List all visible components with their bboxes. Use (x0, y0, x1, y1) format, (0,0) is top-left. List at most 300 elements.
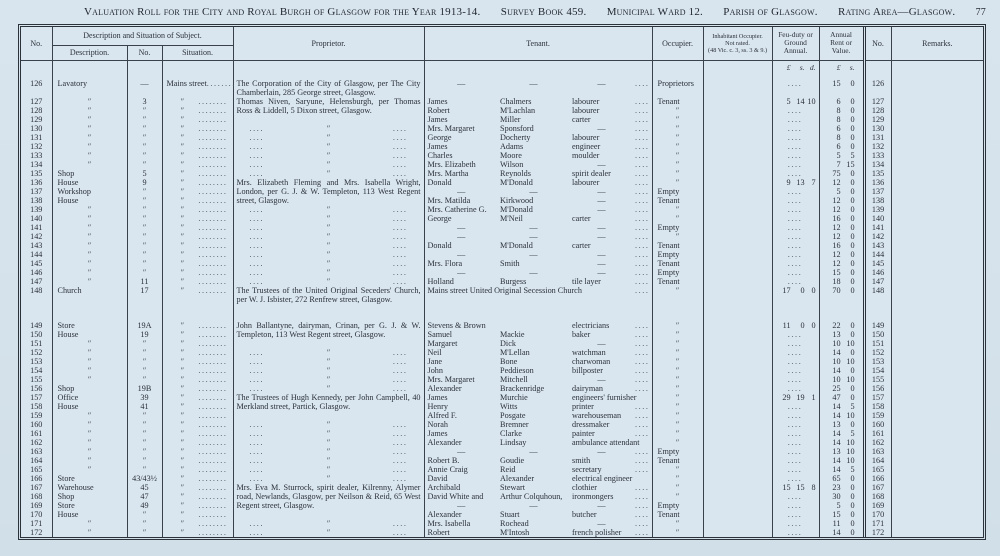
cell-tenant-forename: Mrs. Isabella (424, 519, 497, 528)
cell-situation: ″ .... .... (162, 286, 233, 313)
cell-feu-duty: .... (772, 429, 819, 438)
cell-feu-duty: .... (772, 160, 819, 169)
cell-annual-rent: 47 0 (819, 393, 864, 402)
cell-description: ″ (52, 160, 127, 169)
cell-no-left: 152 (30, 347, 43, 357)
cell-situation: ″ .... .... (162, 133, 233, 142)
cell-annual-rent: 14 10 (819, 456, 864, 465)
cell-tenant-occupation: spirit dealer (572, 168, 611, 178)
cell-tenant-occupation: labourer (572, 105, 600, 115)
cell-no-left: 161 (30, 428, 43, 438)
col-no-right: No. (864, 27, 891, 60)
cell-tenant-surname: Moore (500, 150, 522, 160)
spacer-cell (52, 313, 127, 321)
cell-remarks (891, 250, 983, 259)
cell-no-left: 134 (30, 159, 43, 169)
cell-tenant-forename: — (424, 79, 497, 97)
cell-tenant-occupation: charwoman (572, 356, 611, 366)
cell-no-right: 130 (864, 124, 891, 133)
cell-number: ″ (127, 375, 162, 384)
survey-book-label: Survey Book 459. (500, 6, 587, 18)
cell-situation: ″ .... .... (162, 169, 233, 178)
cell-tenant-dots: .... (634, 177, 650, 187)
cell-tenant-surname: Murchie (500, 392, 528, 402)
cell-situation: ″ .... .... (162, 259, 233, 268)
cell-no-left: 132 (30, 141, 43, 151)
cell-no-right: 133 (864, 151, 891, 160)
cell-remarks (891, 330, 983, 339)
cell-annual-rent: 23 0 (819, 483, 864, 492)
money-feu-header: £ s. d. (772, 60, 819, 74)
spacer-cell (891, 313, 983, 321)
cell-no-left: 159 (30, 410, 43, 420)
cell-remarks (891, 429, 983, 438)
spacer-cell (652, 313, 703, 321)
cell-no-right: 171 (864, 519, 891, 528)
cell-inhabitant-occupier (703, 348, 772, 357)
cell-number: 19B (127, 384, 162, 393)
cell-description: ″ (52, 411, 127, 420)
cell-remarks (891, 124, 983, 133)
cell-inhabitant-occupier (703, 456, 772, 465)
cell-number: ″ (127, 106, 162, 115)
cell-number: ″ (127, 223, 162, 232)
cell-tenant-dots: .... (634, 338, 650, 348)
roll-table-body (21, 60, 983, 537)
cell-description: ″ (52, 519, 127, 528)
cell-no-left: 131 (30, 132, 43, 142)
cell-no-right: 127 (864, 97, 891, 106)
cell-tenant-surname: — (529, 267, 538, 277)
cell-no-right: 169 (864, 501, 891, 510)
cell-tenant-surname: Reynolds (500, 168, 531, 178)
cell-feu-duty: .... (772, 465, 819, 474)
cell-inhabitant-occupier (703, 268, 772, 277)
cell-tenant-surname: M'Lellan (500, 347, 530, 357)
cell-tenant-surname: Smith (500, 258, 520, 268)
cell-no-left: 157 (30, 392, 43, 402)
cell-proprietor: Mrs. Eva M. Sturrock, spirit dealer, Kilrenny, Alymer road, Newlands, Glasgow, per Neilson & Reid, 65 West Regent street, Glasgow. (233, 483, 424, 519)
cell-tenant-surname: — (529, 231, 538, 241)
cell-tenant-occupation: moulder (572, 150, 600, 160)
cell-inhabitant-occupier (703, 79, 772, 97)
cell-annual-rent: 11 0 (819, 519, 864, 528)
money-row-cell (424, 60, 497, 74)
cell-situation: ″ .... .... (162, 124, 233, 133)
cell-feu-duty: .... (772, 501, 819, 510)
cell-tenant-occupation: engineers' furnisher (572, 392, 637, 402)
cell-proprietor: Mrs. Elizabeth Fleming and Mrs. Isabella Wright, London, per G. J. & W. Templeton, 113 West Regent street, Glasgow. (233, 178, 424, 205)
cell-inhabitant-occupier (703, 160, 772, 169)
money-row-cell (162, 60, 233, 74)
cell-inhabitant-occupier (703, 124, 772, 133)
cell-tenant-occupation: — (597, 338, 606, 348)
cell-inhabitant-occupier (703, 241, 772, 250)
cell-tenant-surname: M'Donald (500, 177, 533, 187)
cell-description: ″ (52, 232, 127, 241)
spacer-cell (569, 313, 633, 321)
cell-no-left: 156 (30, 383, 43, 393)
cell-tenant-forename: Charles (424, 151, 497, 160)
cell-no-left: 164 (30, 455, 43, 465)
cell-no-left: 141 (30, 222, 43, 232)
col-description: Description. (52, 45, 127, 60)
cell-no-right: 168 (864, 492, 891, 501)
cell-tenant-dots: .... (634, 518, 650, 528)
cell-remarks (891, 474, 983, 483)
cell-feu-duty: 17 0 0 (772, 286, 819, 313)
cell-remarks (891, 187, 983, 196)
cell-occupier: ″ (652, 169, 703, 178)
cell-tenant-dots: .... (634, 509, 650, 519)
cell-number: ″ (127, 214, 162, 223)
cell-tenant-dots: .... (634, 267, 650, 277)
cell-annual-rent: 22 0 (819, 321, 864, 330)
cell-tenant-dots: .... (634, 213, 650, 223)
cell-situation: ″ .... .... (162, 420, 233, 429)
cell-no-right: 128 (864, 106, 891, 115)
cell-remarks (891, 438, 983, 447)
cell-tenant-forename: David (424, 474, 497, 483)
cell-no-right: 147 (864, 277, 891, 286)
cell-annual-rent: 14 5 (819, 402, 864, 411)
cell-proprietor: The Trustees of Hugh Kennedy, per John Campbell, 40 Merkland street, Partick, Glasgow. (233, 393, 424, 420)
cell-proprietor-ditto: .... ″ .... (233, 232, 424, 241)
cell-tenant-dots: .... (634, 78, 650, 88)
cell-tenant-surname (497, 321, 569, 330)
cell-inhabitant-occupier (703, 223, 772, 232)
cell-tenant-forename: James (424, 429, 497, 438)
cell-remarks (891, 501, 983, 510)
cell-number: ″ (127, 357, 162, 366)
cell-occupier: ″ (652, 492, 703, 501)
money-rent-header: £ s. (819, 60, 864, 74)
cell-description: Church (52, 286, 127, 313)
cell-proprietor: John Ballantyne, dairyman, Crinan, per G. J. & W. Templeton, 113 West Regent street, Glasgow. (233, 321, 424, 348)
cell-situation: ″ .... .... (162, 483, 233, 492)
cell-occupier: ″ (652, 321, 703, 330)
cell-occupier: Empty (652, 447, 703, 456)
cell-tenant-dots: .... (634, 114, 650, 124)
cell-occupier: ″ (652, 429, 703, 438)
cell-feu-duty: .... (772, 384, 819, 393)
cell-tenant-dots (633, 474, 652, 483)
cell-description: Warehouse (52, 483, 127, 492)
cell-description: Store (52, 474, 127, 483)
cell-remarks (891, 277, 983, 286)
cell-tenant-dots: .... (634, 500, 650, 510)
cell-inhabitant-occupier (703, 277, 772, 286)
cell-tenant-forename: Mrs. Margaret (424, 375, 497, 384)
cell-number: 45 (127, 483, 162, 492)
cell-description: ″ (52, 259, 127, 268)
cell-no-right: 136 (864, 178, 891, 187)
spacer-cell (497, 313, 569, 321)
cell-tenant-occupation: — (597, 195, 606, 205)
spacer-cell (633, 313, 652, 321)
cell-tenant-forename: Neil (424, 348, 497, 357)
cell-number: ″ (127, 420, 162, 429)
cell-feu-duty: .... (772, 196, 819, 205)
cell-feu-duty: .... (772, 528, 819, 537)
cell-description: ″ (52, 447, 127, 456)
cell-no-left: 133 (30, 150, 43, 160)
cell-proprietor-ditto: .... ″ .... (233, 277, 424, 286)
cell-situation: ″ .... .... (162, 465, 233, 474)
cell-tenant-forename: James (424, 142, 497, 151)
cell-occupier: ″ (652, 384, 703, 393)
cell-tenant-surname: Dick (500, 338, 516, 348)
col-annual-rent: Annual Rent or Value. (819, 27, 864, 60)
cell-remarks (891, 214, 983, 223)
cell-remarks (891, 286, 983, 313)
cell-tenant-surname: M'Donald (500, 204, 533, 214)
cell-tenant-dots: .... (634, 150, 650, 160)
cell-annual-rent: 8 0 (819, 106, 864, 115)
cell-feu-duty: .... (772, 411, 819, 420)
cell-annual-rent: 7 15 (819, 160, 864, 169)
cell-tenant-surname: Stuart (500, 509, 520, 519)
col-proprietor: Proprietor. (233, 27, 424, 60)
cell-tenant-occupation: billposter (572, 365, 603, 375)
cell-tenant-dots: .... (634, 374, 650, 384)
cell-number: ″ (127, 447, 162, 456)
cell-description: ″ (52, 268, 127, 277)
cell-proprietor-ditto: .... ″ .... (233, 205, 424, 214)
cell-occupier: ″ (652, 214, 703, 223)
cell-feu-duty: .... (772, 330, 819, 339)
cell-tenant-occupation: ironmongers (572, 491, 614, 501)
money-row-cell (633, 60, 652, 74)
cell-no-right: 142 (864, 232, 891, 241)
cell-no-right: 164 (864, 456, 891, 465)
cell-no-right: 151 (864, 339, 891, 348)
cell-feu-duty: 29 19 1 (772, 393, 819, 402)
cell-situation: ″ .... .... (162, 250, 233, 259)
cell-no-left: 172 (30, 527, 43, 537)
cell-tenant-surname: Reid (500, 464, 516, 474)
cell-no-left: 144 (30, 249, 43, 259)
cell-number: ″ (127, 205, 162, 214)
cell-description: ″ (52, 528, 127, 537)
cell-proprietor-ditto: .... ″ .... (233, 438, 424, 447)
cell-proprietor-ditto: .... ″ .... (233, 447, 424, 456)
cell-tenant-surname: Lindsay (500, 437, 527, 447)
cell-number: 3 (127, 97, 162, 106)
cell-tenant-forename: Mrs. Margaret (424, 124, 497, 133)
cell-feu-duty: .... (772, 510, 819, 519)
cell-feu-duty: .... (772, 241, 819, 250)
cell-inhabitant-occupier (703, 330, 772, 339)
cell-no-left: 129 (30, 114, 43, 124)
cell-tenant-occupation: french polisher (572, 527, 622, 537)
cell-description: ″ (52, 277, 127, 286)
cell-no-right: 167 (864, 483, 891, 492)
cell-feu-duty: .... (772, 348, 819, 357)
cell-feu-duty: .... (772, 268, 819, 277)
cell-annual-rent: 14 0 (819, 348, 864, 357)
cell-tenant-dots: .... (634, 491, 650, 501)
cell-occupier: ″ (652, 178, 703, 187)
cell-occupier: ″ (652, 393, 703, 402)
cell-number: ″ (127, 160, 162, 169)
cell-number: 39 (127, 393, 162, 402)
cell-no-left: 150 (30, 329, 43, 339)
cell-annual-rent: 5 0 (819, 501, 864, 510)
cell-tenant-dots: .... (634, 482, 650, 492)
cell-annual-rent: 15 0 (819, 79, 864, 97)
cell-tenant-forename: Holland (424, 277, 497, 286)
cell-no-right: 148 (864, 286, 891, 313)
cell-tenant-surname: Mackie (500, 329, 525, 339)
cell-annual-rent: 12 0 (819, 196, 864, 205)
cell-remarks (891, 411, 983, 420)
cell-situation: ″ .... .... (162, 474, 233, 483)
cell-tenant-occupation: — (597, 518, 606, 528)
cell-annual-rent: 5 0 (819, 187, 864, 196)
cell-remarks (891, 447, 983, 456)
cell-occupier: ″ (652, 286, 703, 313)
cell-tenant-surname: Adams (500, 141, 524, 151)
cell-no-right: 170 (864, 510, 891, 519)
cell-occupier: ″ (652, 366, 703, 375)
cell-annual-rent: 12 0 (819, 205, 864, 214)
cell-remarks (891, 492, 983, 501)
cell-no-right: 162 (864, 438, 891, 447)
cell-occupier: ″ (652, 232, 703, 241)
cell-description: ″ (52, 115, 127, 124)
cell-no-left: 168 (30, 491, 43, 501)
cell-remarks (891, 483, 983, 492)
cell-occupier: Empty (652, 187, 703, 196)
cell-occupier: ″ (652, 115, 703, 124)
cell-no-right: 137 (864, 187, 891, 196)
cell-tenant-forename: Alexander (424, 384, 497, 393)
cell-description: Store (52, 501, 127, 510)
cell-occupier: ″ (652, 133, 703, 142)
cell-tenant-occupation: — (597, 78, 606, 88)
cell-situation: ″ .... .... (162, 115, 233, 124)
cell-no-right: 166 (864, 474, 891, 483)
cell-inhabitant-occupier (703, 151, 772, 160)
cell-tenant-dots: .... (634, 285, 650, 295)
cell-no-left: 130 (30, 123, 43, 133)
cell-feu-duty: .... (772, 447, 819, 456)
cell-tenant-occupation: — (597, 231, 606, 241)
cell-tenant-surname: Arthur Colquhoun, (500, 491, 563, 501)
cell-tenant-occupation: — (597, 123, 606, 133)
cell-tenant-occupation: electricians (572, 320, 610, 330)
cell-tenant-surname: — (529, 78, 538, 88)
cell-situation: ″ .... .... (162, 268, 233, 277)
cell-tenant-surname: Sponsford (500, 123, 534, 133)
spacer-cell (819, 313, 864, 321)
cell-remarks (891, 519, 983, 528)
cell-inhabitant-occupier (703, 133, 772, 142)
cell-no-left: 143 (30, 240, 43, 250)
cell-number: ″ (127, 339, 162, 348)
cell-number: 47 (127, 492, 162, 501)
cell-no-right: 156 (864, 384, 891, 393)
cell-no-left: 137 (30, 186, 43, 196)
cell-remarks (891, 259, 983, 268)
cell-situation: ″ .... .... (162, 205, 233, 214)
cell-tenant-forename: Stevens & Brown (424, 321, 497, 330)
cell-tenant-surname: Mitchell (500, 374, 528, 384)
cell-occupier: Tenant (652, 277, 703, 286)
cell-occupier: ″ (652, 438, 703, 447)
cell-no-left: 167 (30, 482, 43, 492)
cell-remarks (891, 321, 983, 330)
cell-proprietor-ditto: .... ″ .... (233, 357, 424, 366)
cell-tenant-forename: Henry (424, 402, 497, 411)
cell-remarks (891, 115, 983, 124)
cell-number: ″ (127, 187, 162, 196)
cell-tenant-dots: .... (634, 356, 650, 366)
cell-proprietor-ditto: .... ″ .... (233, 160, 424, 169)
cell-description: ″ (52, 375, 127, 384)
cell-occupier: ″ (652, 151, 703, 160)
cell-occupier: ″ (652, 124, 703, 133)
cell-number: ″ (127, 429, 162, 438)
cell-description: Workshop (52, 187, 127, 196)
cell-remarks (891, 178, 983, 187)
cell-tenant-surname: Rochead (500, 518, 529, 528)
inhabitant-line-2: Not rated. (725, 39, 750, 47)
cell-no-left: 153 (30, 356, 43, 366)
cell-no-right: 131 (864, 133, 891, 142)
cell-number: ″ (127, 456, 162, 465)
cell-description: ″ (52, 366, 127, 375)
cell-inhabitant-occupier (703, 492, 772, 501)
cell-number: 11 (127, 277, 162, 286)
cell-number: ″ (127, 133, 162, 142)
cell-inhabitant-occupier (703, 339, 772, 348)
cell-no-left: 165 (30, 464, 43, 474)
cell-number: — (127, 79, 162, 97)
cell-annual-rent: 14 10 (819, 438, 864, 447)
cell-description: ″ (52, 339, 127, 348)
cell-feu-duty: .... (772, 214, 819, 223)
cell-feu-duty: .... (772, 124, 819, 133)
cell-proprietor-ditto: .... ″ .... (233, 124, 424, 133)
cell-feu-duty: .... (772, 456, 819, 465)
cell-number: ″ (127, 348, 162, 357)
cell-annual-rent: 12 0 (819, 178, 864, 187)
cell-inhabitant-occupier (703, 250, 772, 259)
cell-inhabitant-occupier (703, 196, 772, 205)
cell-situation: ″ .... .... (162, 187, 233, 196)
cell-proprietor-ditto: .... ″ .... (233, 528, 424, 537)
cell-no-right: 132 (864, 142, 891, 151)
cell-annual-rent: 13 10 (819, 447, 864, 456)
cell-no-left: 140 (30, 213, 43, 223)
page-header (84, 6, 986, 18)
cell-tenant-dots: .... (634, 123, 650, 133)
cell-number: ″ (127, 366, 162, 375)
cell-number: 19 (127, 330, 162, 339)
cell-no-right: 146 (864, 268, 891, 277)
cell-annual-rent: 30 0 (819, 492, 864, 501)
cell-tenant-forename: Mrs. Elizabeth (424, 160, 497, 169)
cell-tenant-occupation: dairyman (572, 383, 603, 393)
cell-feu-duty: .... (772, 133, 819, 142)
cell-inhabitant-occupier (703, 501, 772, 510)
cell-inhabitant-occupier (703, 411, 772, 420)
cell-tenant-occupation: ambulance attendant (572, 437, 640, 447)
cell-tenant-occupation: — (597, 374, 606, 384)
cell-remarks (891, 142, 983, 151)
